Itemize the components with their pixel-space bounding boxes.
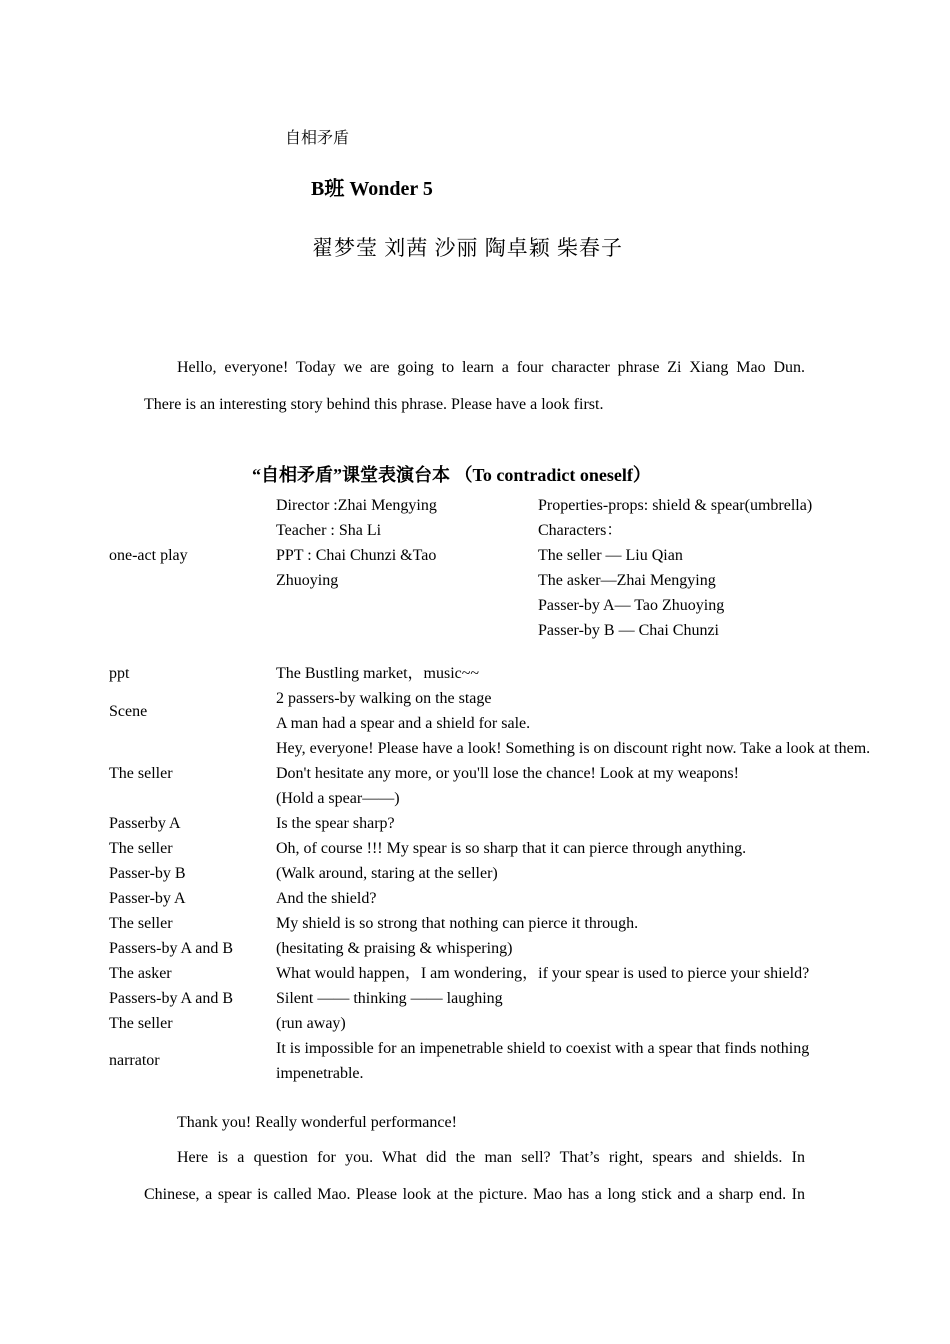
member-names: 翟梦莹 刘茜 沙丽 陶卓颖 柴春子 — [312, 236, 623, 260]
role-cell: Passerby A — [109, 815, 181, 832]
info-middle-4: Zhuoying — [276, 572, 339, 589]
role-cell: ppt — [109, 665, 130, 682]
info-label: one-act play — [109, 547, 188, 564]
info-middle-2: Teacher : Sha Li — [276, 522, 382, 539]
role-cell: The seller — [109, 915, 173, 932]
question-line-2: Chinese, a spear is called Mao. Please look at the picture. Mao has a long stick and a sharp end. In — [144, 1186, 805, 1203]
line-cell: (run away) — [276, 1015, 346, 1032]
line-cell: Silent —— thinking —— laughing — [276, 990, 503, 1007]
line-cell: The Bustling market，music~~ — [276, 665, 480, 682]
class-line: B班 Wonder 5 — [311, 178, 433, 200]
line-cell: Is the spear sharp? — [276, 815, 395, 832]
info-right-3: The seller — Liu Qian — [538, 547, 683, 564]
info-right-2: Characters： — [538, 522, 623, 539]
info-right-4: The asker—Zhai Mengying — [538, 572, 716, 589]
role-cell: The seller — [109, 765, 173, 782]
line-cell: (hesitating & praising & whispering) — [276, 940, 513, 957]
role-cell: The asker — [109, 965, 172, 982]
line-cell: impenetrable. — [276, 1065, 364, 1082]
info-middle-1: Director :Zhai Mengying — [276, 497, 437, 514]
line-cell: Hey, everyone! Please have a look! Something is on discount right now. Take a look at them. — [276, 740, 871, 757]
line-cell: Don't hesitate any more, or you'll lose the chance! Look at my weapons! — [276, 765, 739, 782]
role-cell: Scene — [109, 703, 148, 720]
info-right-6: Passer-by B — Chai Chunzi — [538, 622, 719, 639]
line-cell: What would happen，I am wondering，if your spear is used to pierce your shield? — [276, 965, 810, 982]
role-cell: The seller — [109, 840, 173, 857]
role-cell: Passer-by B — [109, 865, 186, 882]
line-cell: (Hold a spear——) — [276, 790, 400, 807]
intro-line-2: There is an interesting story behind this phrase. Please have a look first. — [144, 396, 604, 413]
line-cell: Oh, of course !!! My spear is so sharp that it can pierce through anything. — [276, 840, 747, 857]
line-cell: And the shield? — [276, 890, 377, 907]
line-cell: A man had a spear and a shield for sale. — [276, 715, 531, 732]
info-right-5: Passer-by A— Tao Zhuoying — [538, 597, 725, 614]
small-title: 自相矛盾 — [285, 130, 350, 147]
line-cell: My shield is so strong that nothing can pierce it through. — [276, 915, 639, 932]
role-cell: Passers-by A and B — [109, 940, 233, 957]
script-title: “自相矛盾”课堂表演台本 （To contradict oneself） — [252, 465, 651, 485]
info-middle-3: PPT : Chai Chunzi &Tao — [276, 547, 437, 564]
line-cell: (Walk around, staring at the seller) — [276, 865, 498, 882]
role-cell: Passer-by A — [109, 890, 186, 907]
line-cell: 2 passers-by walking on the stage — [276, 690, 492, 707]
role-cell: The seller — [109, 1015, 173, 1032]
role-cell: narrator — [109, 1052, 160, 1069]
info-right-1: Properties-props: shield & spear(umbrella) — [538, 497, 813, 514]
question-line-1: Here is a question for you. What did the man sell? That’s right, spears and shields. In — [177, 1149, 805, 1166]
line-cell: It is impossible for an impenetrable shield to coexist with a spear that finds nothing — [276, 1040, 810, 1057]
thanks-line: Thank you! Really wonderful performance! — [177, 1114, 457, 1131]
intro-line-1: Hello, everyone! Today we are going to learn a four character phrase Zi Xiang Mao Dun. — [177, 359, 805, 376]
role-cell: Passers-by A and B — [109, 990, 233, 1007]
